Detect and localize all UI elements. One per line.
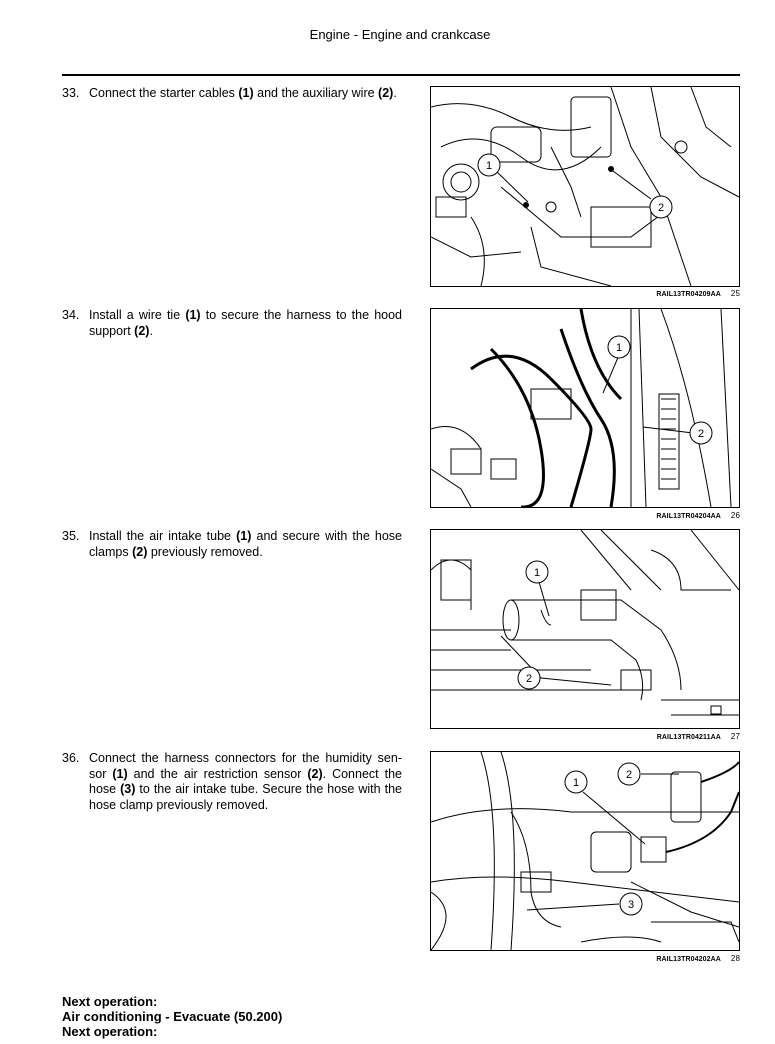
page-header-title: Engine - Engine and crankcase (309, 27, 491, 42)
step-36 (62, 751, 402, 813)
svg-text:2: 2 (525, 673, 533, 685)
harness-connectors-illustration (431, 752, 739, 950)
step-number: 34. (62, 308, 80, 322)
figure-wire-tie (430, 308, 740, 508)
svg-text:1: 1 (615, 342, 623, 354)
figure-harness-connectors (430, 751, 740, 951)
step-number: 36. (62, 751, 80, 765)
next-operation-link[interactable]: Air conditioning - Evacuate (50.200) (62, 1009, 283, 1024)
svg-text:1: 1 (572, 777, 580, 789)
air-intake-tube-illustration (431, 530, 739, 728)
step-text: Install a wire tie (1) to secure the harness to the hood support (2). (89, 308, 402, 338)
next-operation-label: Next operation: (62, 994, 158, 1009)
starter-cables-illustration (431, 87, 739, 286)
step-35 (62, 529, 402, 560)
figure-caption: RAIL13TR04209AA 25 (656, 289, 740, 298)
figure-starter-cables (430, 86, 740, 287)
svg-text:2: 2 (697, 428, 705, 440)
figure-caption: RAIL13TR04202AA 28 (656, 954, 740, 963)
svg-text:2: 2 (625, 769, 633, 781)
step-text: Install the air intake tube (1) and secure with the hose clamps (2) previously removed. (89, 529, 402, 559)
step-number: 33. (62, 86, 80, 100)
step-text: Connect the harness connectors for the humidity sen-sor (1) and the air restriction sensor (2). Connect the hose (3) to the air intake tube. Secure the hose with the hose clamp previously removed. (89, 751, 402, 812)
svg-text:2: 2 (657, 202, 665, 214)
step-number: 35. (62, 529, 80, 543)
next-operation-label-2: Next operation: (62, 1024, 158, 1039)
figure-caption: RAIL13TR04204AA 26 (656, 511, 740, 520)
header-divider (62, 74, 740, 76)
step-34 (62, 308, 402, 339)
step-33 (62, 86, 402, 102)
svg-text:3: 3 (627, 899, 635, 911)
step-text: Connect the starter cables (1) and the auxiliary wire (2). (89, 86, 397, 100)
svg-text:1: 1 (485, 160, 493, 172)
figure-caption: RAIL13TR04211AA 27 (656, 732, 740, 741)
figure-air-intake-tube (430, 529, 740, 729)
svg-text:1: 1 (533, 567, 541, 579)
wire-tie-illustration (431, 309, 739, 507)
